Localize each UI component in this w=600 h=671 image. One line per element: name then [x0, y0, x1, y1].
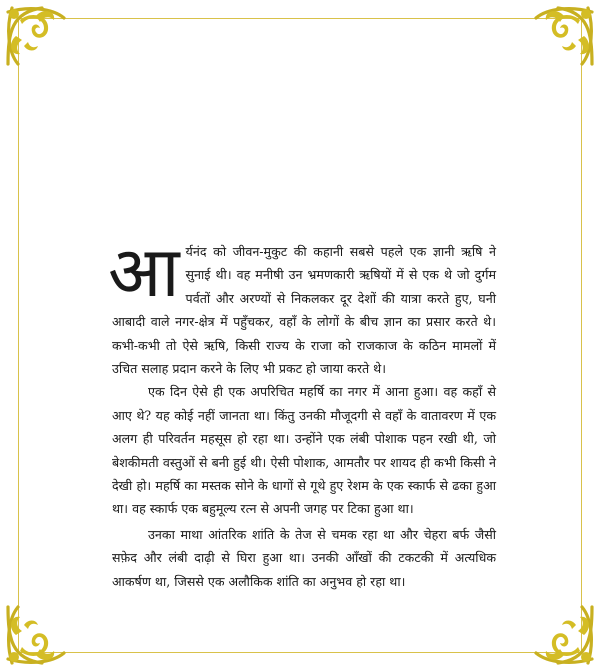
- corner-ornament-top-left-icon: [2, 2, 70, 70]
- drop-cap: आ: [108, 231, 180, 313]
- corner-ornament-bottom-left-icon: [2, 601, 70, 669]
- paragraph-2: एक दिन ऐसे ही एक अपरिचित महर्षि का नगर में आना हुआ। वह कहाँ से आए थे? यह कोई नहीं जानता था। किंतु उनकी मौजूदगी से वहाँ के वातावरण में एक अलग ही परिवर्तन महसूस हो रहा था। उन्होंने एक लंबी पोशाक पहन रखी थी, जो बेशकीमती वस्तुओं से बनी हुई थी। ऐसी पोशाक, आमतौर पर शायद ही कभी किसी ने देखी हो। महर्षि का मस्तक सोने के धागों से गूथे हुए रेशम के एक स्कार्फ से ढका हुआ था। वह स्कार्फ एक बहुमूल्य रत्न से अपनी जगह पर टिका हुआ था।: [112, 384, 496, 517]
- paragraph-1-text: र्यनंद को जीवन-मुकुट की कहानी सबसे पहले एक ज्ञानी ऋषि ने सुनाई थी। वह मनीषी उन भ्रमणकारी ऋषियों में से एक थे जो दुर्गम पर्वतों और अरण्यों से निकलकर दूर देशों की यात्रा करते हुए, घनी आबादी वाले नगर-क्षेत्र में पहुँचकर, वहाँ के लोगों के बीच ज्ञान का प्रसार करते थे। कभी-कभी तो ऐसे ऋषि, किसी राज्य के राजा को राजकाज के कठिन मामलों में उचित सलाह प्रदान करने के लिए भी प्रकट हो जाया करते थे।: [112, 244, 496, 377]
- corner-ornament-top-right-icon: [530, 2, 598, 70]
- story-text: [108, 231, 496, 593]
- paragraph-3: उनका माथा आंतरिक शांति के तेज से चमक रहा था और चेहरा बर्फ जैसी सफ़ेद और लंबी दाढ़ी से घिरा हुआ था। उनकी आँखों की टकटकी में अत्यधिक आकर्षण था, जिससे एक अलौकिक शांति का अनुभव हो रहा था।: [112, 526, 496, 589]
- paragraph-1: [108, 231, 496, 380]
- corner-ornament-bottom-right-icon: [530, 601, 598, 669]
